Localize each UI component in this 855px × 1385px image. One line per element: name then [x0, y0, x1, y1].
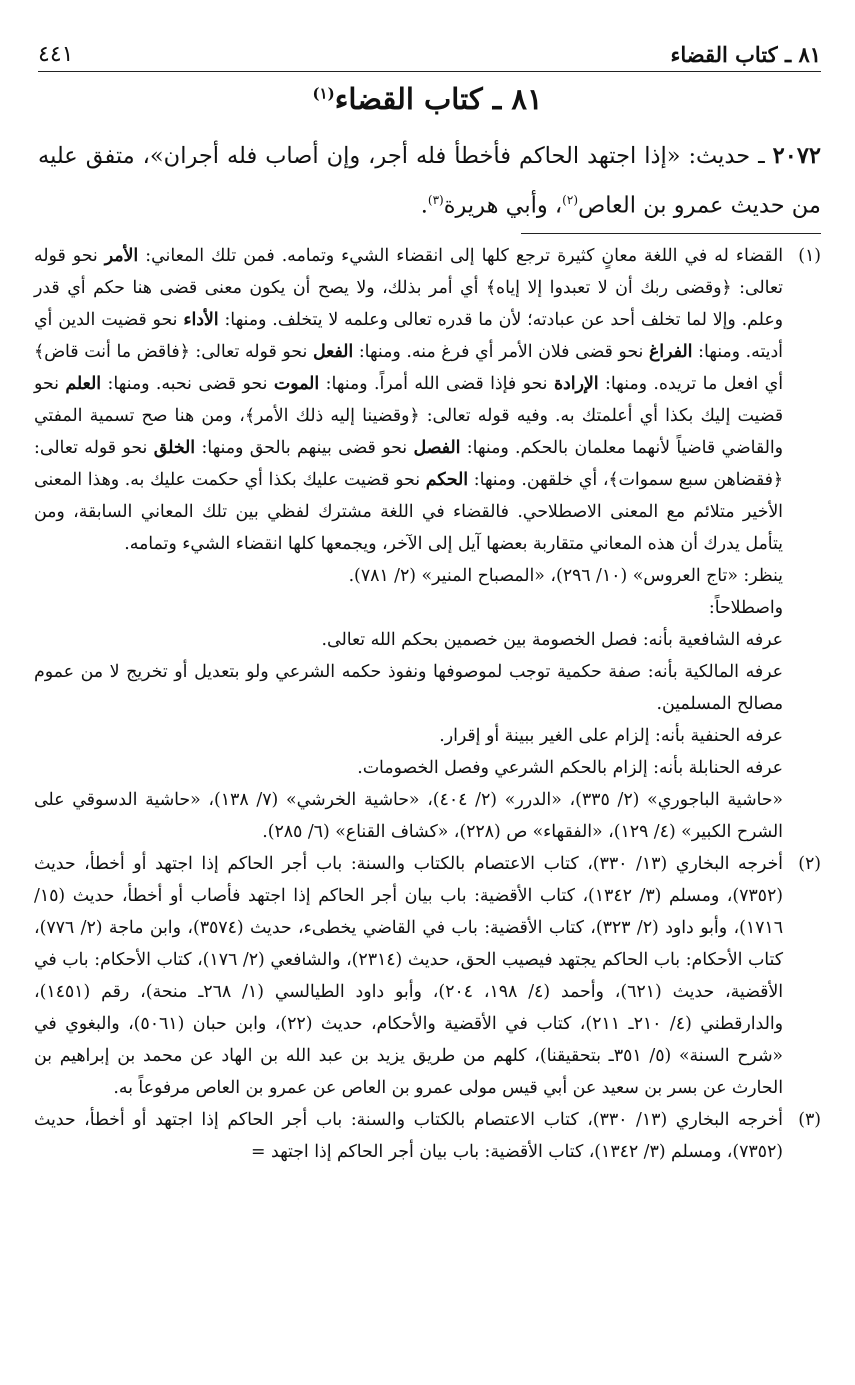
footnote-paragraph: عرفه الحنابلة بأنه: إلزام بالحكم الشرعي وفصل الخصومات. [357, 758, 783, 778]
footnote-paragraph: أخرجه البخاري (١٣/ ٣٣٠)، كتاب الاعتصام بالكتاب والسنة: باب أجر الحاكم إذا اجتهد أو أخطأ، حديث (٧٣٥٢)، ومسلم (٣/ ١٣٤٢)، كتاب الأقضية: باب بيان أجر الحاكم إذا اجتهد فأصاب أو أخطأ، حديث (١٥/ ١٧١٦)، وأبو داود (٢/ ٣٢٣)، كتاب الأقضية: باب في القاضي يخطىء، حديث (٣٥٧٤)، وابن ماجة (٢/ ٧٧٦)، كتاب الأحكام: باب الحاكم يجتهد فيصيب الحق، حديث (٢٣١٤)، والشافعي (٢/ ١٧٦)، كتاب الأحكام: باب في الأقضية، حديث (٦٢١)، وأحمد (٤/ ١٩٨، ٢٠٤)، وأبو داود الطيالسي (١/ ٢٦٨ـ منحة)، رقم (١٤٥١)، والدارقطني (٤/ ٢١٠ـ ٢١١)، كتاب في الأقضية والأحكام، حديث (٢٢)، وابن حبان (٥٠٦١)، والبغوي في «شرح السنة» (٥/ ٣٥١ـ بتحقيقنا)، كلهم من طريق يزيد بن عبد الله بن الهاد عن محمد بن إبراهيم بن الحارث عن بسر بن سعيد عن أبي قيس مولى عمرو بن العاص عن عمرو بن العاص مرفوعاً به. [34, 854, 784, 1098]
footnote-body [34, 1104, 783, 1168]
note-text: نحو قضى نحبه. ومنها: [107, 374, 268, 394]
note-text: نحو قضيت عليك بكذا أي حكمت عليك به. وهذا المعنى الأخير متلائم مع المعنى الاصطلاحي. فالقضاء في اللغة مشترك لفظي بين تلك المعاني السابقة، ومن يتأمل يدرك أن هذه المعاني متقاربة بعضها آيل إلى الآخر، ويجمعها كلها انقضاء الشيء وتمامه. [34, 470, 783, 554]
continuation-mark: = [251, 1142, 266, 1162]
footnote-marker: (٣) [798, 1110, 821, 1130]
term: الأمر [104, 246, 139, 266]
note-text: نحو قوله تعالى: ﴿وقضى ربك أن لا تعبدوا إلا إياه﴾ أي أمر بذلك، ولا يصح أن يكون معنى قضى هنا حكم أي قدر وعلم. وإلا لما تخلف أحد عن عبادته؛ لأن ما قدره تعالى وعلمه لا يتخلف. ومنها: [34, 246, 783, 330]
term: الحكم [425, 470, 469, 490]
note-text: أخرجه البخاري (١٣/ ٣٣٠)، كتاب الاعتصام بالكتاب والسنة: باب أجر الحاكم إذا اجتهد أو أخطأ، حديث (٧٣٥٢)، ومسلم (٣/ ١٣٤٢)، كتاب الأقضية: باب بيان أجر الحاكم إذا اجتهد [34, 1110, 783, 1162]
footnote-2 [34, 848, 821, 1104]
chapter-title-text: ٨١ ـ كتاب القضاء [334, 82, 543, 116]
footnote-paragraph: «حاشية الباجوري» (٢/ ٣٣٥)، «الدرر» (٢/ ٤٠٤)، «حاشية الخرشي» (٧/ ١٣٨)، «حاشية الدسوقي على الشرح الكبير» (٤/ ١٢٩)، «الفقهاء» ص (٢٢٨)، «كشاف القناع» (٦/ ٢٨٥). [34, 790, 783, 842]
note-text: نحو قوله تعالى: ﴿فاقض ما أنت قاض﴾ أي افعل ما تريده. ومنها: [34, 342, 783, 394]
term: الموت [273, 374, 320, 394]
footnote-ref: (٢) [562, 193, 578, 207]
term: الفصل [413, 438, 461, 458]
chapter-title [0, 82, 855, 116]
hadith-part1: ـ حديث: «إذا اجتهد الحاكم فأخطأ فله أجر، وإن أصاب فله أجران»، متفق عليه من حديث عمرو بن العاص [38, 143, 821, 219]
term: الإرادة [553, 374, 599, 394]
note-text: نحو قضى فلان الأمر أي فرغ منه. ومنها: [358, 342, 644, 362]
running-head [38, 38, 821, 72]
footnote-paragraph: عرفه المالكية بأنه: صفة حكمية توجب لموصوفها ونفوذ حكمه الشرعي ولو بتعديل أو تخريج لا من عموم مصالح المسلمين. [34, 662, 783, 714]
footnote-marker: (٢) [798, 854, 821, 874]
footnote-separator [521, 233, 821, 234]
note-text: نحو قضى بينهم بالحق ومنها: [201, 438, 408, 458]
term: الفراغ [649, 342, 693, 362]
running-head-title: ٨١ ـ كتاب القضاء [670, 42, 821, 67]
note-text: نحو قضيت الدين أي أديته. ومنها: [34, 310, 783, 362]
hadith-part2: ، وأبي هريرة [443, 192, 563, 219]
footnote-paragraph [34, 240, 783, 560]
footnote-paragraph: واصطلاحاً: [708, 598, 783, 618]
note-text: القضاء له في اللغة معانٍ كثيرة ترجع كلها إلى انقضاء الشيء وتمامه. فمن تلك المعاني: [145, 246, 784, 266]
footnote-3 [34, 1104, 821, 1168]
term: الفعل [312, 342, 354, 362]
term: العلم [65, 374, 102, 394]
hadith-part3: . [420, 192, 428, 219]
footnote-body [34, 240, 783, 848]
note-text: نحو قوله تعالى: ﴿فقضاهن سبع سموات﴾، أي خلقهن. ومنها: [34, 438, 783, 490]
footnote-marker: (١) [798, 246, 821, 266]
hadith-number: ٢٠٧٢ [772, 143, 821, 169]
footnotes [34, 240, 821, 1168]
footnote-1 [34, 240, 821, 848]
footnote-paragraph: ينظر: «تاج العروس» (١٠/ ٢٩٦)، «المصباح المنير» (٢/ ٧٨١). [348, 566, 783, 586]
footnote-paragraph: عرفه الشافعية بأنه: فصل الخصومة بين خصمين بحكم الله تعالى. [321, 630, 783, 650]
term: الأداء [183, 310, 219, 330]
note-text: نحو قضيت إليك بكذا أي أعلمتك به. وفيه قوله تعالى: ﴿وقضينا إليه ذلك الأمر﴾، ومن هنا صح تسمية المفتي والقاضي قاضياً لأنهما معلمان بالحكم. ومنها: [34, 374, 784, 458]
hadith-text [38, 134, 821, 228]
footnote-body [34, 848, 783, 1104]
footnote-paragraph: عرفه الحنفية بأنه: إلزام على الغير ببينة أو إقرار. [439, 726, 783, 746]
footnote-ref: (٣) [427, 193, 444, 207]
note-text: نحو فإذا قضى الله أمراً. ومنها: [325, 374, 548, 394]
footnote-paragraph [34, 1104, 783, 1168]
footnote-ref: (١) [312, 84, 335, 103]
page-number: ٤٤١ [38, 42, 74, 67]
term: الخلق [153, 438, 196, 458]
